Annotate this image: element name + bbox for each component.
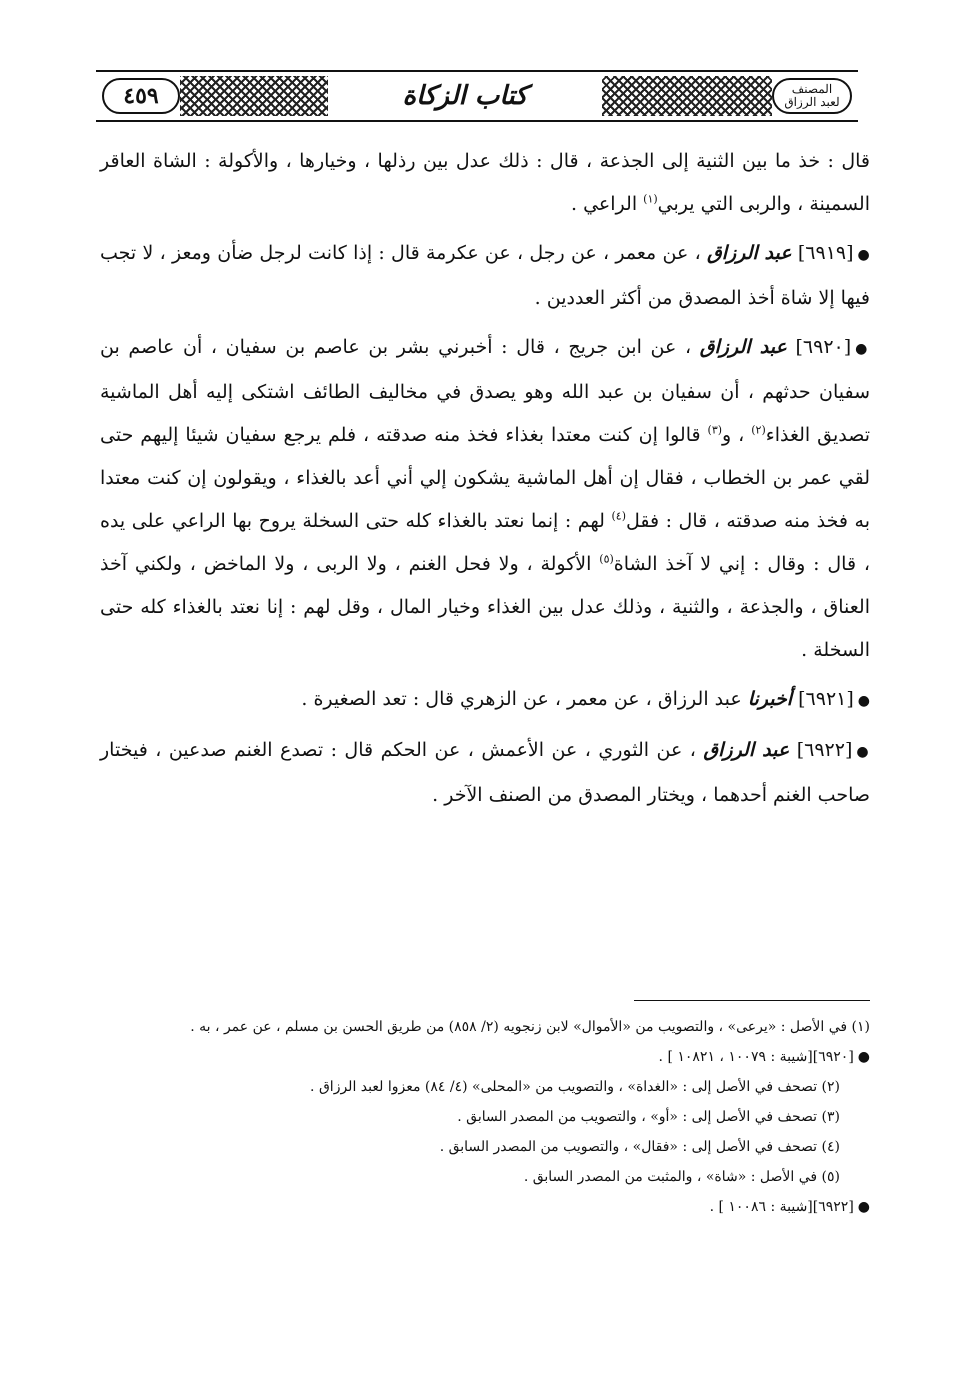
footnote-ref-text: [٦٩٢٢][شيبة : ١٠٠٨٦ ] . [709, 1199, 854, 1215]
paragraph-continuation [100, 140, 870, 226]
footnote: (٤) تصحف في الأصل إلى : «فقال» ، والتصويب من المصدر السابق . [439, 1139, 840, 1155]
narrator-source: أخبرنا [747, 688, 793, 710]
footnote-ref [100, 1192, 870, 1222]
chapter-title: كتاب الزكاة [402, 81, 528, 111]
footnote-divider [634, 1000, 870, 1001]
footnote-marker: (٢) [751, 423, 766, 437]
hadith-6922 [100, 729, 870, 817]
series-title-line2: لعبد الرزاق [784, 95, 840, 109]
footnote: (٥) في الأصل : «شاة» ، والمثبت من المصدر السابق . [523, 1169, 840, 1185]
page-number: ٤٥٩ [102, 78, 180, 114]
series-logo [772, 78, 852, 114]
bullet-icon: ● [856, 744, 871, 760]
footnote: (٣) تصحف في الأصل إلى : «أو» ، والتصويب من المصدر السابق . [457, 1109, 840, 1125]
hadith-number: [٦٩١٩] [797, 242, 854, 264]
footnote-marker: (٣) [707, 423, 723, 437]
footnote: (١) في الأصل : «يرعى» ، والتصويب من «الأموال» لابن زنجويه (٢/ ٨٥٨) من طريق الحسن بن مسلم ، عن عمر ، به . [190, 1019, 870, 1035]
main-text [100, 140, 870, 823]
footnote-ref-text: [٦٩٢٠][شيبة : ١٠٠٧٩ ، ١٠٨٢١ ] . [658, 1049, 854, 1065]
paragraph-text: قال : خذ ما بين الثنية إلى الجذعة ، قال : ذلك عدل بين رذلها ، وخيارها ، والأكولة : الشاة العاقر السمينة ، والربى التي يربي [100, 150, 870, 215]
hadith-text: ، عن ابن جريج ، قال : أخبرني بشر بن عاصم بن سفيان ، أن عاصم بن سفيان حدثهم ، أن سفيان بن عبد الله وهو يصدق في مخاليف الطائف اشتكى إليه أهل الماشية تصديق الغذاء [100, 336, 870, 446]
hadith-number: [٦٩٢١] [798, 688, 854, 710]
series-title-line1: المصنف [791, 82, 833, 96]
footnote-marker: (٥) [599, 552, 614, 566]
footnote-ref [100, 1042, 870, 1072]
narrator-source: عبد الرزاق [699, 336, 787, 358]
hadith-6919 [100, 232, 870, 320]
hadith-text: قالوا إن كنت معتدا بغذاء فخذ منه صدقته ، فلم يرجع سفيان شيئا إليهم حتى لقي عمر بن الخطاب ، فقال إن أهل الماشية يشكون إلي أني أعد بالغذاء ، ويقولون إن كنت معتدا به فخذ منه صدقته ، قال : فقل [100, 424, 870, 532]
hadith-number: [٦٩٢٢] [796, 739, 853, 761]
hadith-text: الأكولة ، ولا فحل الغنم ، ولا الربى ، ولا الماخض ، ولكني آخذ العناق ، والجذعة ، والثنية ، وذلك عدل بين الغذاء وخيار المال ، وقل لهم : إنا نعتد بالغذاء كله حتى السخلة . [100, 553, 870, 661]
hadith-6920 [100, 326, 870, 672]
footnote-marker: (٤) [611, 509, 627, 523]
hadith-6921 [100, 678, 870, 723]
bullet-icon: ● [855, 341, 870, 357]
paragraph-text: الراعي . [571, 193, 644, 215]
page-header [96, 70, 858, 122]
narrator-source: عبد الرزاق [706, 242, 792, 264]
bullet-icon: ● [857, 1049, 870, 1065]
hadith-text: ، عن الثوري ، عن الأعمش ، عن الحكم قال : تصدع الغنم صدعين ، فيختار صاحب الغنم أحدهما ، ويختار المصدق من الصنف الآخر . [100, 739, 870, 806]
hadith-text: عبد الرزاق ، عن معمر ، عن الزهري قال : تعد الصغيرة . [301, 688, 748, 710]
hadith-text: ، و [722, 424, 752, 446]
hadith-text: لهم : إنما نعتد بالغذاء كله حتى السخلة يروح بها الراعي على يده ، قال : وقال : إني لا آخذ الشاة [100, 510, 871, 575]
hadith-text: ، عن معمر ، عن رجل ، عن عكرمة قال : إذا كانت لرجل ضأن ومعز ، لا تجب فيها إلا شاة أخذ المصدق من أكثر العددين . [100, 242, 870, 309]
footnote: (٢) تصحف في الأصل إلى : «الغداة» ، والتصويب من «المحلى» (٤/ ٨٤) معزوا لعبد الرزاق . [310, 1079, 840, 1095]
header-ornament-right [602, 76, 772, 116]
header-ornament-left [180, 76, 328, 116]
bullet-icon: ● [857, 247, 870, 263]
bullet-icon: ● [857, 1199, 870, 1215]
hadith-number: [٦٩٢٠] [795, 336, 852, 358]
bullet-icon: ● [857, 693, 870, 709]
footnotes [100, 1012, 870, 1222]
footnote-marker: (١) [643, 192, 658, 206]
narrator-source: عبد الرزاق [703, 739, 790, 761]
